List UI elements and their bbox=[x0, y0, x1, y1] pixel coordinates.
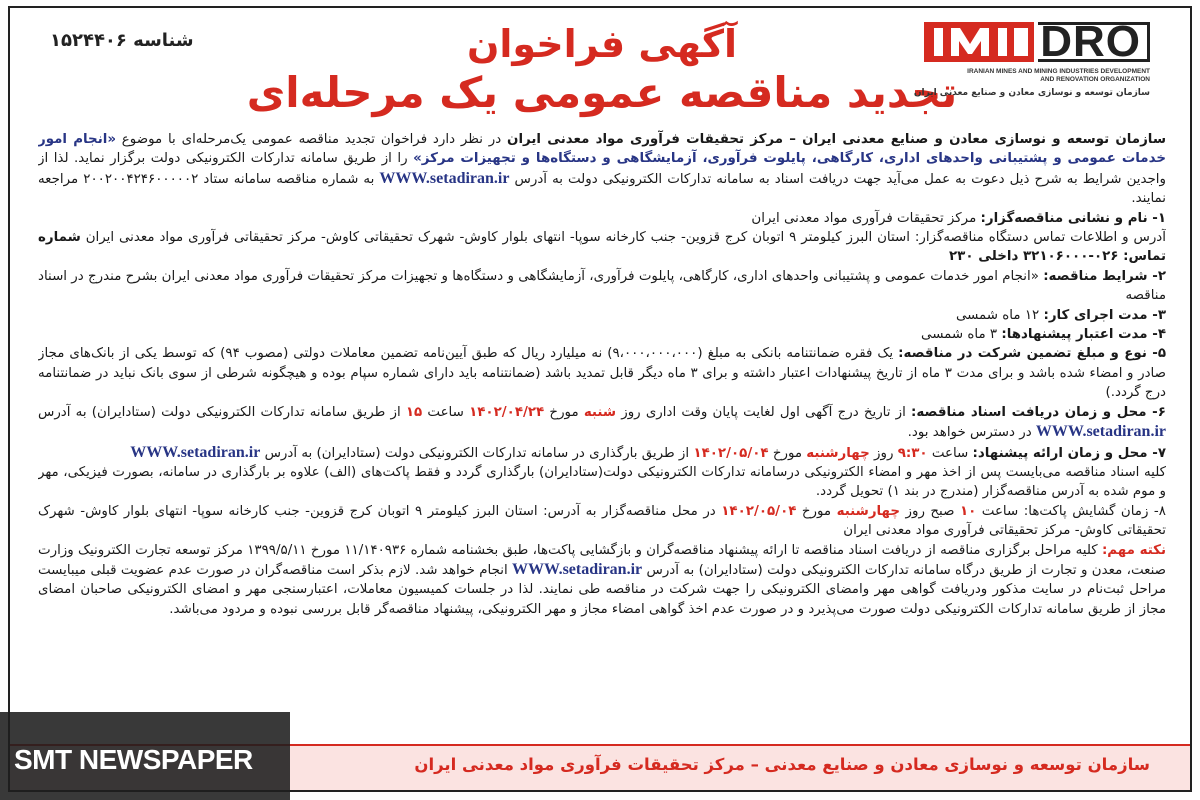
section-4-title: ۴- مدت اعتبار پیشنهادها: bbox=[1001, 327, 1166, 343]
section-7-note bbox=[38, 463, 1166, 502]
section-7-text-b: روز bbox=[874, 445, 894, 461]
intro-text-b: را از طریق سامانه تدارکات الکترونیکی دولت برگزار نماید. bbox=[74, 151, 408, 167]
section-1-text: مرکز تحقیقات فرآوری مواد معدنی ایران bbox=[751, 210, 977, 226]
setadiran-link[interactable]: WWW.setadiran.ir bbox=[512, 560, 643, 578]
section-1 bbox=[38, 209, 1166, 228]
section-6-text-e: در دسترس خواهد بود. bbox=[907, 425, 1032, 441]
logo-english-line1: IRANIAN MINES AND MINING INDUSTRIES DEVELOPMENT bbox=[967, 68, 1150, 75]
section-7-title: ۷- محل و زمان ارائه پیشنهاد: bbox=[972, 445, 1166, 461]
section-3-title: ۳- مدت اجرای کار: bbox=[1043, 307, 1166, 323]
intro-org: سازمان توسعه و نوسازی معادن و صنایع معدنی ایران – مرکز تحقیقات فرآوری مواد معدنی ایران bbox=[507, 132, 1166, 147]
newspaper-watermark bbox=[0, 712, 290, 800]
logo-english-name bbox=[910, 68, 1150, 84]
section-8-text-b: صبح روز bbox=[905, 503, 955, 519]
intro-text-c: لذا از واجدین شرایط به شرح ذیل دعوت به عمل می‌آید جهت دریافت اسناد به سامانه تدارکات الکترونیکی دولت به آدرس bbox=[38, 151, 1166, 187]
section-7-hour: ۹:۳۰ bbox=[897, 445, 928, 461]
important-note bbox=[38, 541, 1166, 620]
section-8-day: چهارشنبه bbox=[836, 503, 901, 519]
logo-english-line2: AND RENOVATION ORGANIZATION bbox=[1040, 76, 1150, 83]
section-7-date: ۱۴۰۲/۰۵/۰۴ bbox=[693, 445, 769, 461]
section-6-day: شنبه bbox=[583, 404, 617, 420]
header bbox=[10, 8, 1194, 128]
section-8-text-a: ساعت bbox=[981, 503, 1019, 519]
section-8 bbox=[38, 502, 1166, 541]
section-6 bbox=[38, 403, 1166, 443]
important-note-title: نکته مهم: bbox=[1101, 542, 1166, 558]
section-1-address bbox=[38, 228, 1166, 267]
setadiran-link[interactable]: WWW.setadiran.ir bbox=[1035, 423, 1166, 441]
section-6-hour: ۱۵ bbox=[405, 404, 423, 420]
section-8-date: ۱۴۰۲/۰۵/۰۴ bbox=[721, 503, 797, 519]
organization-logo bbox=[910, 17, 1150, 112]
footer-text: سازمان توسعه و نوسازی معادن و صنایع معدنی – مرکز تحقیقات فرآوری مواد معدنی ایران bbox=[414, 755, 1150, 774]
intro-text-a: در نظر دارد فراخوان تجدید مناقصه عمومی یک‌مرحله‌ای با موضوع bbox=[121, 132, 502, 147]
section-7-text-c: مورخ bbox=[772, 445, 803, 461]
important-note-text-b: انجام خواهد شد. لازم بذکر است مناقصه‌گران در صورت عدم عضویت قبلی میبایست مراحل ثبت‌نام در سایت مذکور ودریافت گواهی مهر وامضای الکترونیکی را جهت شرکت در مناقصه طی نمایند. لذا در جلسات کمیسیون معاملات، اعتبارسنجی مهر و امضای الکترونیکی صاحبان امضای مجاز از طریق سامانه تدارکات الکترونیکی دولت صورت می‌پذیرد و در صورت عدم اخذ گواهی امضاء مجاز و مهر الکترونیکی، پیشنهاد مناقصه‌گر قابل بررسی نبوده و مردود می‌باشد. bbox=[38, 562, 1166, 617]
section-3 bbox=[38, 306, 1166, 325]
advertisement-page bbox=[8, 6, 1192, 792]
identifier-code: شناسه ۱۵۲۴۴۰۶ bbox=[50, 30, 194, 51]
setadiran-link[interactable]: WWW.setadiran.ir bbox=[130, 443, 261, 461]
section-8-text-c: مورخ bbox=[801, 503, 832, 519]
section-2-title: ۲- شرایط مناقصه: bbox=[1043, 268, 1166, 284]
section-6-text-d: از طریق سامانه تدارکات الکترونیکی دولت (ستادایران) به آدرس bbox=[38, 404, 401, 420]
intro-paragraph bbox=[38, 130, 1166, 209]
section-1-title: ۱- نام و نشانی مناقصه‌گزار: bbox=[980, 210, 1166, 226]
setadiran-link[interactable]: WWW.setadiran.ir bbox=[379, 169, 510, 187]
section-6-text-a: از تاریخ درج آگهی اول لغایت پایان وقت اداری روز bbox=[621, 404, 906, 420]
section-8-text-d: در محل مناقصه‌گزار به آدرس: استان البرز کیلومتر ۹ اتوبان کرج قزوین- جنب کارخانه سوپا- انتهای بلوار کاوش- شهرک تحقیقاتی کاوش- مرکز تحقیقاتی فرآوری مواد معدنی ایران bbox=[38, 503, 1166, 539]
section-1-address-text: آدرس و اطلاعات تماس دستگاه مناقصه‌گزار: استان البرز کیلومتر ۹ اتوبان کرج قزوین- جنب کارخانه سوپا- انتهای بلوار کاوش- شهرک تحقیقاتی کاوش- مرکز تحقیقاتی فرآوری مواد معدنی ایران bbox=[85, 230, 1166, 246]
section-4 bbox=[38, 325, 1166, 344]
section-6-date: ۱۴۰۲/۰۴/۲۴ bbox=[469, 404, 545, 420]
section-5-text: یک فقره ضمانتنامه بانکی به مبلغ (۹،۰۰۰،۰۰۰،۰۰۰) نه میلیارد ریال که طبق آیین‌نامه تضمین معاملات دولتی (مصوب ۹۴) که توسط یکی از بانک‌های مجاز صادر و امضاء شده باشد و برای مدت ۳ ماه از تاریخ پیشنهادات اعتبار داشته و برای ۳ ماه دیگر قابل تمدید باشد (ضمانتنامه باید دارای شماره سپام بوده و هیچگونه شرطی از سوی بانک نباید در ضمانتنامه درج گردد.) bbox=[38, 346, 1166, 401]
logo-persian-name: سازمان توسعه و نوسازی معادن و صنایع معدنی ایران bbox=[913, 88, 1150, 98]
section-3-text: ۱۲ ماه شمسی bbox=[955, 307, 1040, 323]
section-7-note-text: کلیه اسناد مناقصه می‌بایست پس از اخذ مهر و امضاء الکترونیکی درسامانه تدارکات الکترونیکی دولت(ستادایران) بارگذاری گردد و فقط پاکت‌های (الف) علاوه بر بارگذاری در سامانه، بصورت فیزیکی، مهر و موم شده به آدرس مناقصه‌گزار (مندرج در بند ۱) تحویل گردد. bbox=[38, 464, 1166, 500]
section-5-title: ۵- نوع و مبلغ تضمین شرکت در مناقصه: bbox=[898, 346, 1166, 362]
section-2 bbox=[38, 267, 1166, 306]
tender-text bbox=[38, 130, 1166, 755]
title-tender: تجدید مناقصه عمومی یک مرحله‌ای bbox=[246, 68, 958, 117]
section-7 bbox=[38, 443, 1166, 463]
section-6-text-c: ساعت bbox=[427, 404, 464, 420]
logo-mark bbox=[924, 17, 1150, 66]
important-note-text-a: کلیه مراحل برگزاری مناقصه از دریافت اسناد مناقصه تا ارائه پیشنهاد مناقصه‌گران و بازگشایی پاکت‌ها، طبق بخشنامه شماره ۱۱/۱۴۰۹۳۶ مورخ ۱۳۹۹/۵/۱۱ مرکز توسعه تجارت الکترونیک وزارت صنعت، معدن و تجارت از طریق درگاه سامانه تدارکات الکترونیکی دولت (ستادایران) به آدرس bbox=[38, 542, 1166, 578]
intro-text-d: به شماره مناقصه سامانه ستاد ۲۰۰۲۰۰۴۲۴۶۰۰۰۰۰۲ مراجعه نمایند. bbox=[38, 171, 1166, 207]
section-6-title: ۶- محل و زمان دریافت اسناد مناقصه: bbox=[911, 404, 1166, 420]
logo-text: DRO bbox=[1038, 22, 1150, 62]
watermark-text: SMT NEWSPAPER bbox=[14, 744, 253, 775]
section-7-day: چهارشنبه bbox=[806, 445, 870, 461]
section-2-text: «انجام امور خدمات عمومی و پشتیبانی واحدهای اداری، کارگاهی، پایلوت فرآوری، آزمایشگاهی و دستگاه‌ها و تجهیزات مرکز تحقیقات فرآوری مواد معدنی ایران بشرح مندرج در اسناد مناقصه bbox=[38, 268, 1166, 304]
section-1-phone: شماره تماس: ۰۲۶-۳۲۱۰۶۰۰۰ داخلی ۲۳۰ bbox=[38, 230, 1166, 265]
title-call: آگهی فراخوان bbox=[466, 22, 738, 66]
section-4-text: ۳ ماه شمسی bbox=[921, 327, 998, 343]
imidro-logo-icon bbox=[924, 22, 1034, 62]
tender-subject: «انجام امور خدمات عمومی و پشتیبانی واحدهای اداری، کارگاهی، پایلوت فرآوری، آزمایشگاهی و دستگاه‌ها و تجهیزات مرکز» bbox=[38, 132, 1166, 167]
section-8-hour: ۱۰ bbox=[959, 503, 977, 519]
section-7-text-d: از طریق بارگذاری در سامانه تدارکات الکترونیکی دولت (ستادایران) به آدرس bbox=[264, 445, 690, 461]
section-8-title: ۸- زمان گشایش پاکت‌ها: bbox=[1023, 503, 1166, 519]
section-6-text-b: مورخ bbox=[549, 404, 579, 420]
section-7-text-a: ساعت bbox=[931, 445, 969, 461]
section-5 bbox=[38, 344, 1166, 402]
